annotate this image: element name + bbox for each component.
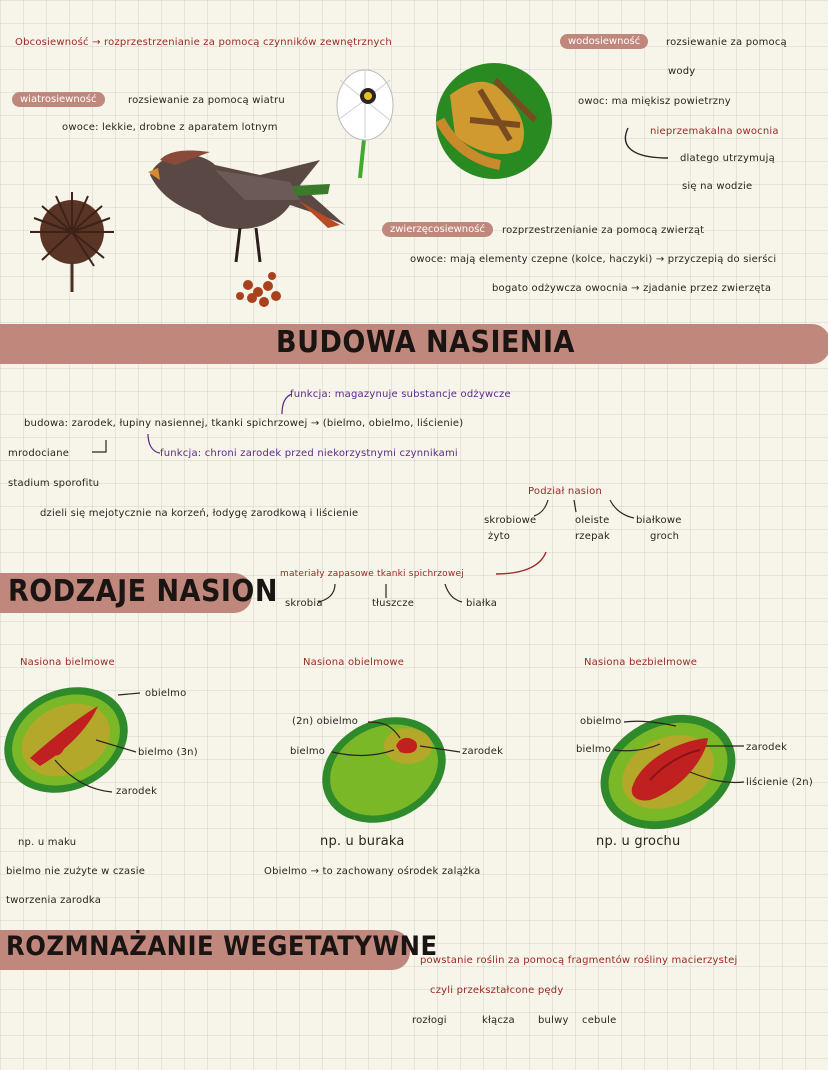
podzial-nasion: Podział nasion [528, 486, 603, 497]
podzial-skrobiowe: skrobiowe [484, 515, 537, 526]
budowa-line: budowa: zarodek, łupiny nasiennej, tkanki spichrzowej → (bielmo, obielmo, liścienie) [24, 418, 464, 429]
wodosiewnosc-def-1: rozsiewanie za pomocą [666, 37, 787, 48]
col1-obielmo: obielmo [145, 688, 187, 699]
wiatrosiewnosc-label: wiatrosiewność [12, 92, 105, 107]
budowa-title: BUDOWA NASIENIA [276, 325, 575, 360]
col1-example: np. u maku [18, 837, 77, 848]
budowa-stadium: stadium sporofitu [8, 478, 100, 489]
col3-liscienie: liścienie (2n) [746, 777, 813, 788]
col2-note: Obielmo → to zachowany ośrodek zalążka [264, 866, 481, 877]
rodzaje-title: RODZAJE NASION [8, 574, 278, 609]
rozmnazanie-czyli: czyli przekształcone pędy [430, 985, 564, 996]
col2-zarodek: zarodek [462, 746, 504, 757]
wodosiewnosc-label: wodosiewność [560, 34, 648, 49]
rozmnazanie-bulwy: bulwy [538, 1015, 569, 1026]
materialy-bialka: białka [466, 598, 498, 609]
budowa-funkcja-2: funkcja: chroni zarodek przed niekorzystnymi czynnikami [160, 448, 458, 459]
podzial-oleiste: oleiste [575, 515, 610, 526]
col3-zarodek: zarodek [746, 742, 788, 753]
materialy-tluszcze: tłuszcze [372, 598, 415, 609]
col3-bielmo: bielmo [576, 744, 612, 755]
rozmnazanie-cebule: cebule [582, 1015, 617, 1026]
wiatrosiewnosc-fruit: owoce: lekkie, drobne z aparatem lotnym [62, 122, 278, 133]
col3-title: Nasiona bezbielmowe [584, 657, 698, 668]
materialy-zapasowe: materiały zapasowe tkanki spichrzowej [280, 569, 464, 579]
budowa-dzieli: dzieli się mejotycznie na korzeń, łodygę zarodkową i liścienie [40, 508, 359, 519]
col3-obielmo: obielmo [580, 716, 622, 727]
col2-obielmo: (2n) obielmo [292, 716, 359, 727]
budowa-funkcja-1: funkcja: magazynuje substancje odżywcze [290, 389, 511, 400]
col1-title: Nasiona bielmowe [20, 657, 115, 668]
col3-example: np. u grochu [596, 834, 681, 849]
zwierzecosiewnosc-label: zwierzęcosiewność [382, 222, 493, 237]
wodosiewnosc-def-2: wody [668, 66, 696, 77]
zwierzecosiewnosc-fruit-2: bogato odżywcza owocnia → zjadanie przez zwierzęta [492, 283, 772, 294]
col2-title: Nasiona obielmowe [303, 657, 405, 668]
wiatrosiewnosc-def: rozsiewanie za pomocą wiatru [128, 95, 285, 106]
zwierzecosiewnosc-fruit-1: owoce: mają elementy czepne (kolce, haczyki) → przyczepią do sierści [410, 254, 777, 265]
obcosiewnosc-text: Obcosiewność → rozprzestrzenianie za pomocą czynników zewnętrznych [15, 37, 392, 48]
podzial-groch: groch [650, 531, 680, 542]
rozmnazanie-rozlogi: rozłogi [412, 1015, 447, 1026]
materialy-skrobia: skrobia [285, 598, 323, 609]
wodosiewnosc-fruit-3: dlatego utrzymują [680, 153, 775, 164]
budowa-mrodociane: mrodociane [8, 448, 70, 459]
col1-note-1: bielmo nie zużyte w czasie [6, 866, 146, 877]
rozmnazanie-klacza: kłącza [482, 1015, 515, 1026]
podzial-rzepak: rzepak [575, 531, 610, 542]
zwierzecosiewnosc-def: rozprzestrzenianie za pomocą zwierząt [502, 225, 705, 236]
col2-bielmo: bielmo [290, 746, 326, 757]
rozmnazanie-title: ROZMNAŻANIE WEGETATYWNE [6, 931, 438, 962]
col1-bielmo: bielmo (3n) [138, 747, 198, 758]
podzial-bialkowe: białkowe [636, 515, 682, 526]
col1-note-2: tworzenia zarodka [6, 895, 102, 906]
wodosiewnosc-fruit-1: owoc: ma miękisz powietrzny [578, 96, 731, 107]
col1-zarodek: zarodek [116, 786, 158, 797]
rozmnazanie-def: powstanie roślin za pomocą fragmentów rośliny macierzystej [420, 955, 738, 966]
col2-example: np. u buraka [320, 834, 405, 849]
wodosiewnosc-fruit-2: nieprzemakalna owocnia [650, 126, 779, 137]
podzial-zyto: żyto [488, 531, 511, 542]
wodosiewnosc-fruit-4: się na wodzie [682, 181, 753, 192]
